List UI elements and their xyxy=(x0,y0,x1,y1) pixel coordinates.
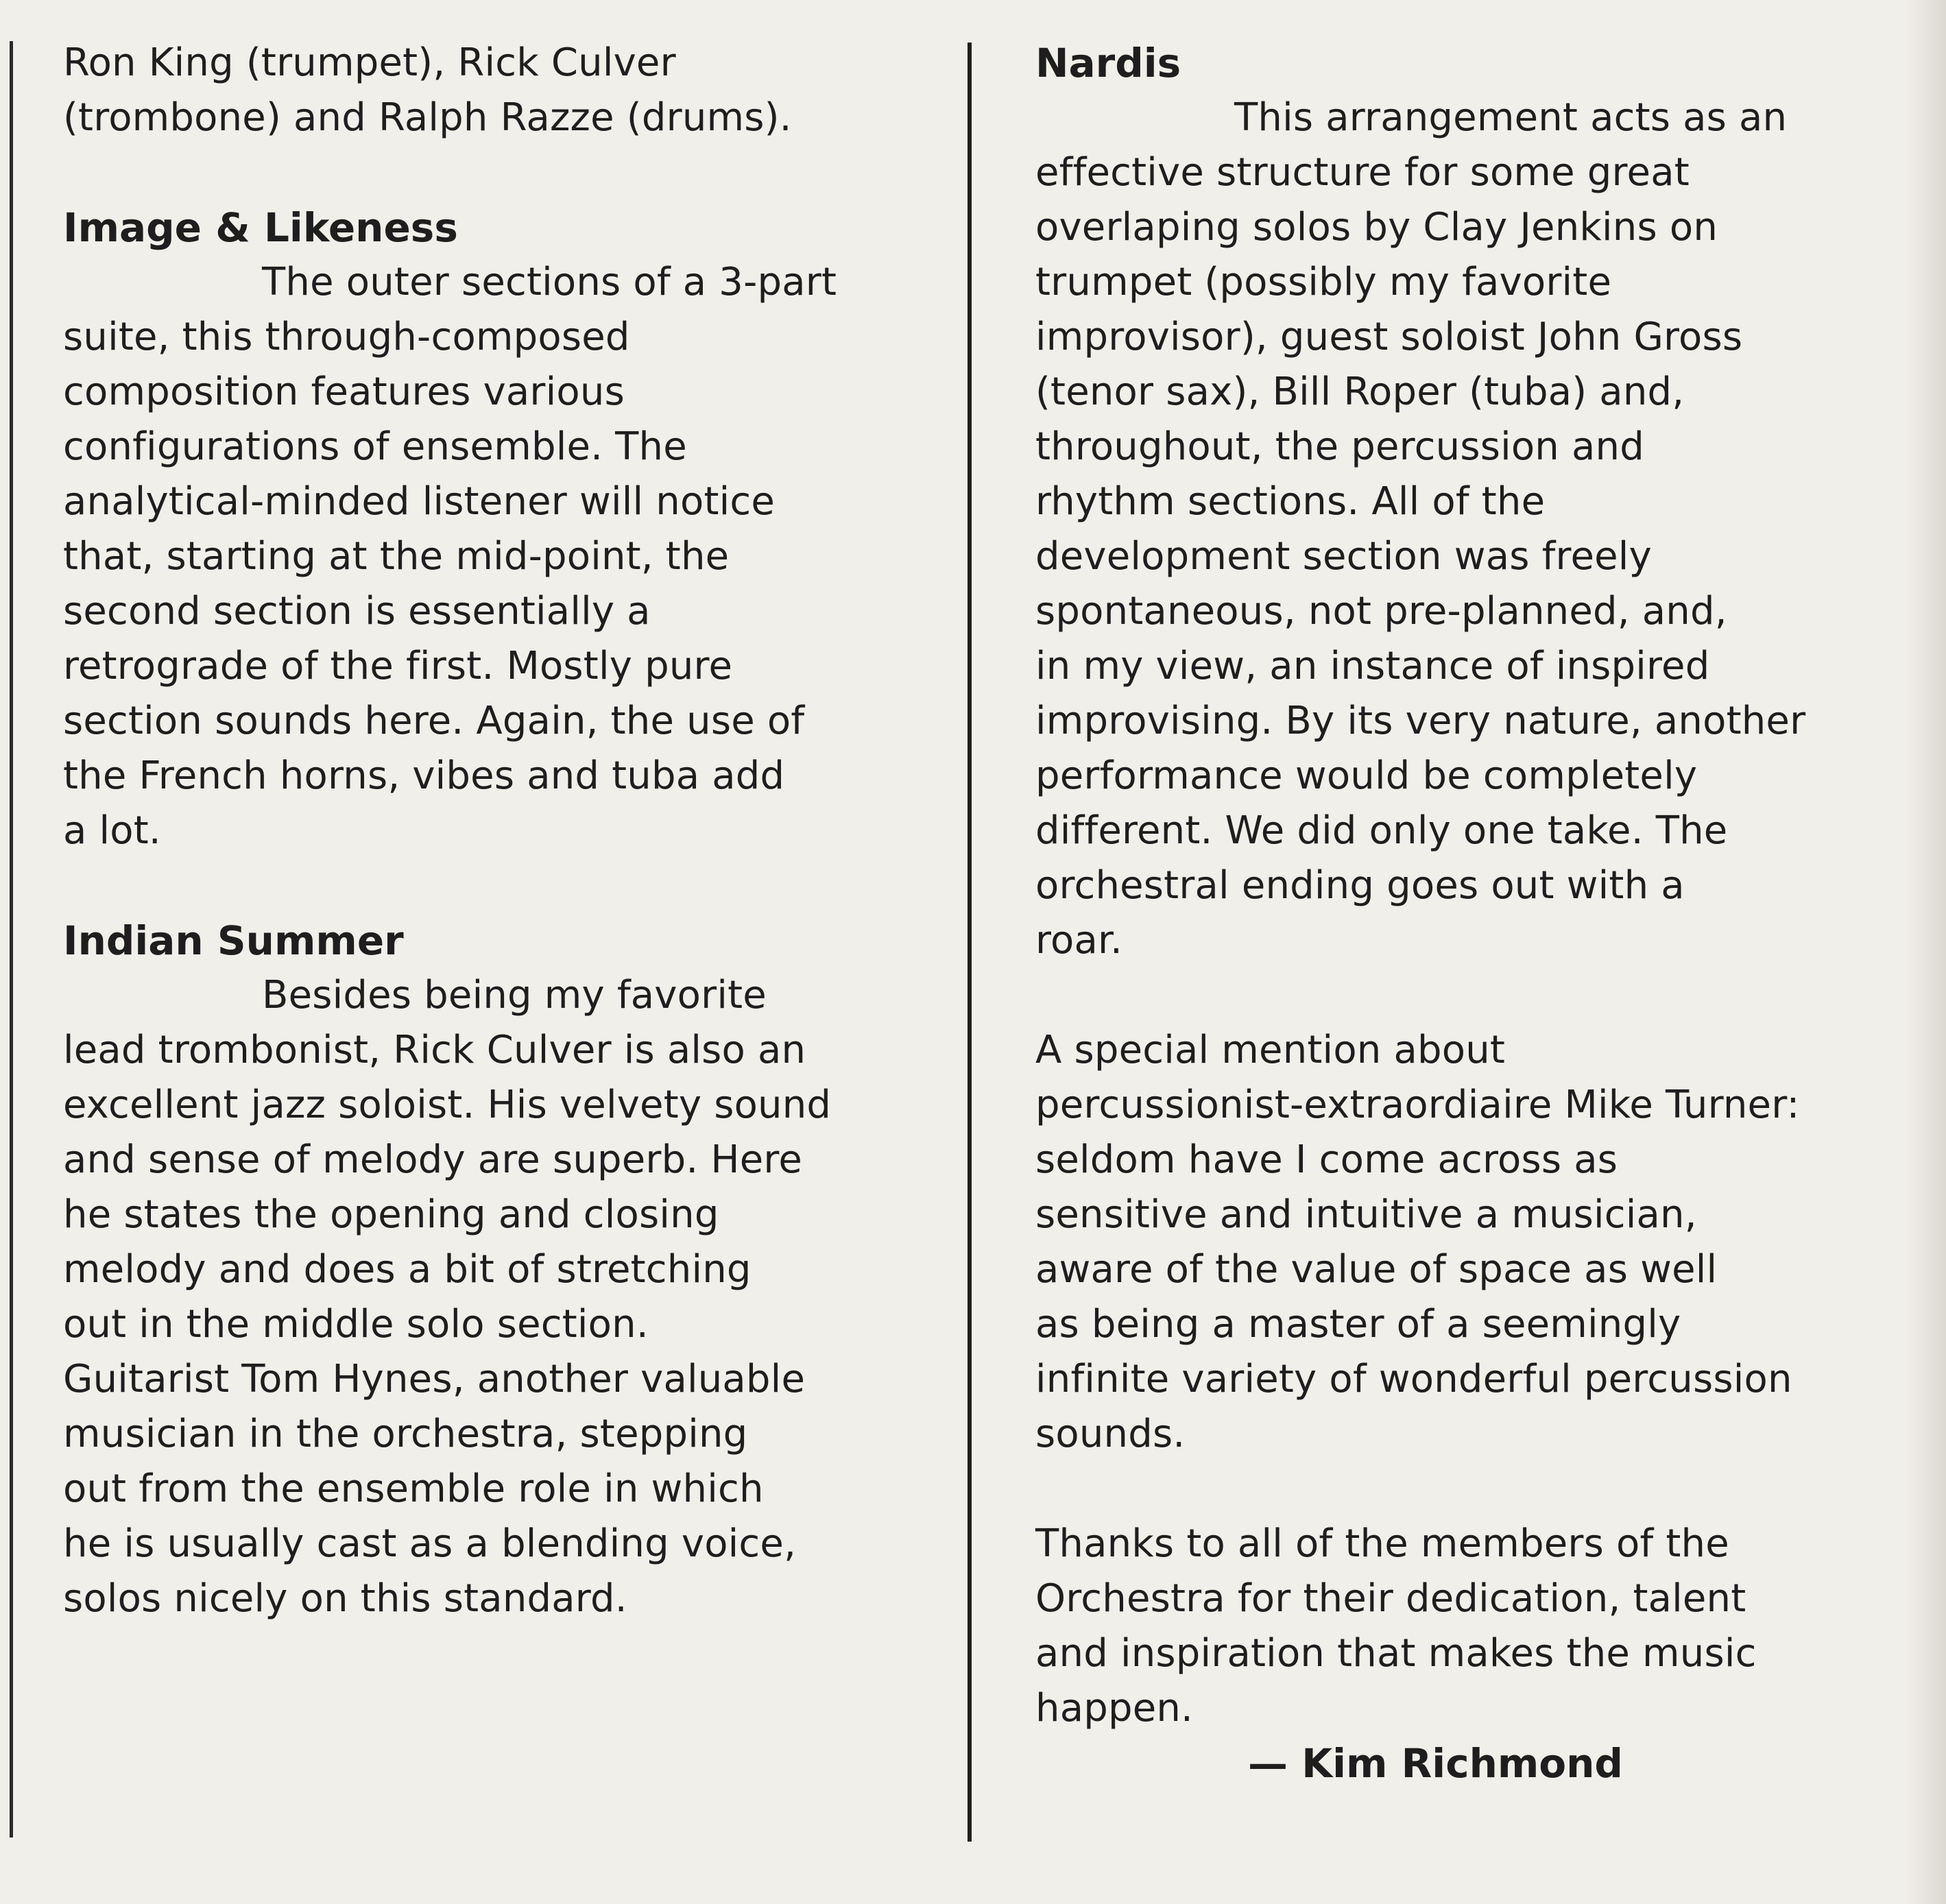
section-title-nardis: Nardis xyxy=(1035,40,1181,86)
thanks-paragraph: Thanks to all of the members of the Orchestra for their dedication, talent and inspiration that makes the music happen. xyxy=(1035,1521,1757,1731)
page-edge-shadow xyxy=(1905,0,1946,1904)
body-text: effective structure for some great overlaping solos by Clay Jenkins on trumpet (possibly my favorite improvisor), guest soloist John Gross (tenor sax), Bill Roper (tuba) and, throughout, the percussion and rhythm sections. All of the development section was freely spontaneous, not pre-planned, and, in my view, an instance of inspired improvising. By its very nature, another performance would be completely different. We did only one take. The orchestral ending goes out with a roar. xyxy=(1035,150,1806,963)
indented-first-line: The outer sections of a 3-part xyxy=(262,260,837,304)
special-mention-paragraph: A special mention about percussionist-extraordiaire Mike Turner: seldom have I come across as sensitive and intuitive a musician, aware of the value of space as well as being a master of a seemingly infinite variety of wonderful percussion sounds. xyxy=(1035,1028,1800,1456)
right-column xyxy=(1035,36,1906,1791)
indented-first-line: This arrangement acts as an xyxy=(1234,95,1788,140)
left-column xyxy=(63,36,948,1626)
body-text: lead trombonist, Rick Culver is also an excellent jazz soloist. His velvety sound and sense of melody are superb. Here he states the opening and closing melody and does a bit of stretching out in the middle solo section. Guitarist Tom Hynes, another valuable musician in the orchestra, stepping out from the ensemble role in which he is usually cast as a blending voice, solos nicely on this standard. xyxy=(63,1028,832,1621)
spacer xyxy=(1035,968,1906,1023)
spacer xyxy=(1035,1462,1906,1517)
section-title-image-likeness: Image & Likeness xyxy=(63,204,458,251)
intro-paragraph: Ron King (trumpet), Rick Culver (trombone) and Ralph Razze (drums). xyxy=(63,40,792,140)
spacer xyxy=(63,858,948,913)
author-signature: — Kim Richmond xyxy=(1248,1740,1623,1787)
body-text: suite, this through-composed composition features various configurations of ensemble. The analytical-minded listener will notice that, starting at the mid-point, the second section is essentially a retrograde of the first. Mostly pure section sounds here. Again, the use of the French horns, vibes and tuba add a lot. xyxy=(63,315,805,853)
section-body-image-likeness xyxy=(63,255,948,858)
section-body-nardis xyxy=(1035,91,1906,968)
section-body-indian-summer xyxy=(63,968,948,1626)
indented-first-line: Besides being my favorite xyxy=(262,973,767,1017)
left-edge-rule xyxy=(10,41,13,1837)
spacer xyxy=(63,145,948,200)
section-title-indian-summer: Indian Summer xyxy=(63,917,404,964)
column-divider-rule xyxy=(968,43,972,1842)
